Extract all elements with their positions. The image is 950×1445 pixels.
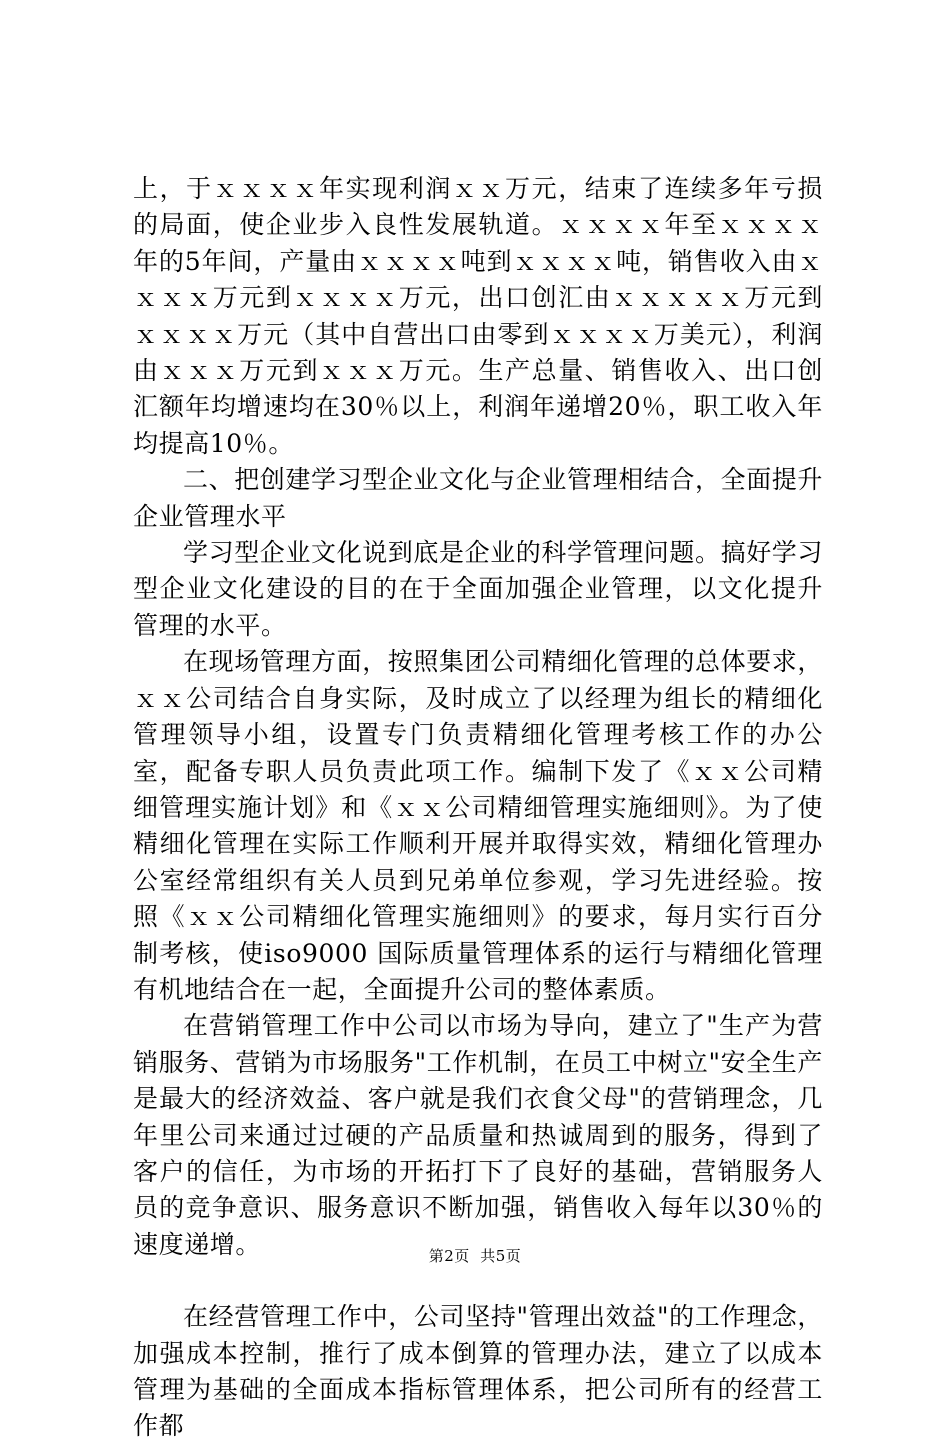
- paragraph-learning-culture: 学习型企业文化说到底是企业的科学管理问题。搞好学习型企业文化建设的目的在于全面加强企业管理，以文化提升管理的水平。: [133, 538, 824, 640]
- paragraph-results: 上，于ｘｘｘｘ年实现利润ｘｘ万元，结束了连续多年亏损的局面，使企业步入良性发展轨道。ｘｘｘｘ年至ｘｘｘｘ年的5年间，产量由ｘｘｘｘ吨到ｘｘｘｘ吨，销售收入由ｘｘｘｘ万元到ｘｘｘｘ万元，出口创汇由ｘｘｘｘｘ万元到ｘｘｘｘ万元（其中自营出口由零到ｘｘｘｘ万美元），利润由ｘｘｘ万元到ｘｘｘ万元。生产总量、销售收入、出口创汇额年均增速均在30％以上，利润年递增20％，职工收入年均提高10％。: [133, 174, 823, 458]
- paragraph-spacer: [133, 1263, 823, 1299]
- paragraph-site-management: 在现场管理方面，按照集团公司精细化管理的总体要求，ｘｘ公司结合自身实际，及时成立了以经理为组长的精细化管理领导小组，设置专门负责精细化管理考核工作的办公室，配备专职人员负责此项工作。编制下发了《ｘｘ公司精细管理实施计划》和《ｘｘ公司精细管理实施细则》。为了使精细化管理在实际工作顺利开展并取得实效，精细化管理办公室经常组织有关人员到兄弟单位参观，学习先进经验。按照《ｘｘ公司精细化管理实施细则》的要求，每月实行百分制考核，使iso9000 国际质量管理体系的运行与精细化管理有机地结合在一起，全面提升公司的整体素质。: [133, 647, 824, 1004]
- paragraph-marketing-management: 在营销管理工作中公司以市场为导向，建立了"生产为营销服务、营销为市场服务"工作机制，在员工中树立"安全生产是最大的经济效益、客户就是我们衣食父母"的营销理念，几年里公司来通过过硬的产品质量和热诚周到的服务，得到了客户的信任，为市场的开拓打下了良好的基础，营销服务人员的竞争意识、服务意识不断加强，销售收入每年以30％的速度递增。: [133, 1011, 823, 1259]
- page-number-footer: 第2页 共5页: [428, 1247, 522, 1265]
- section-heading-management: 二、把创建学习型企业文化与企业管理相结合，全面提升企业管理水平: [133, 465, 824, 531]
- paragraph-operations-management: 在经营管理工作中，公司坚持"管理出效益"的工作理念，加强成本控制，推行了成本倒算的管理办法，建立了以成本管理为基础的全面成本指标管理体系，把公司所有的经营工作都: [133, 1302, 823, 1441]
